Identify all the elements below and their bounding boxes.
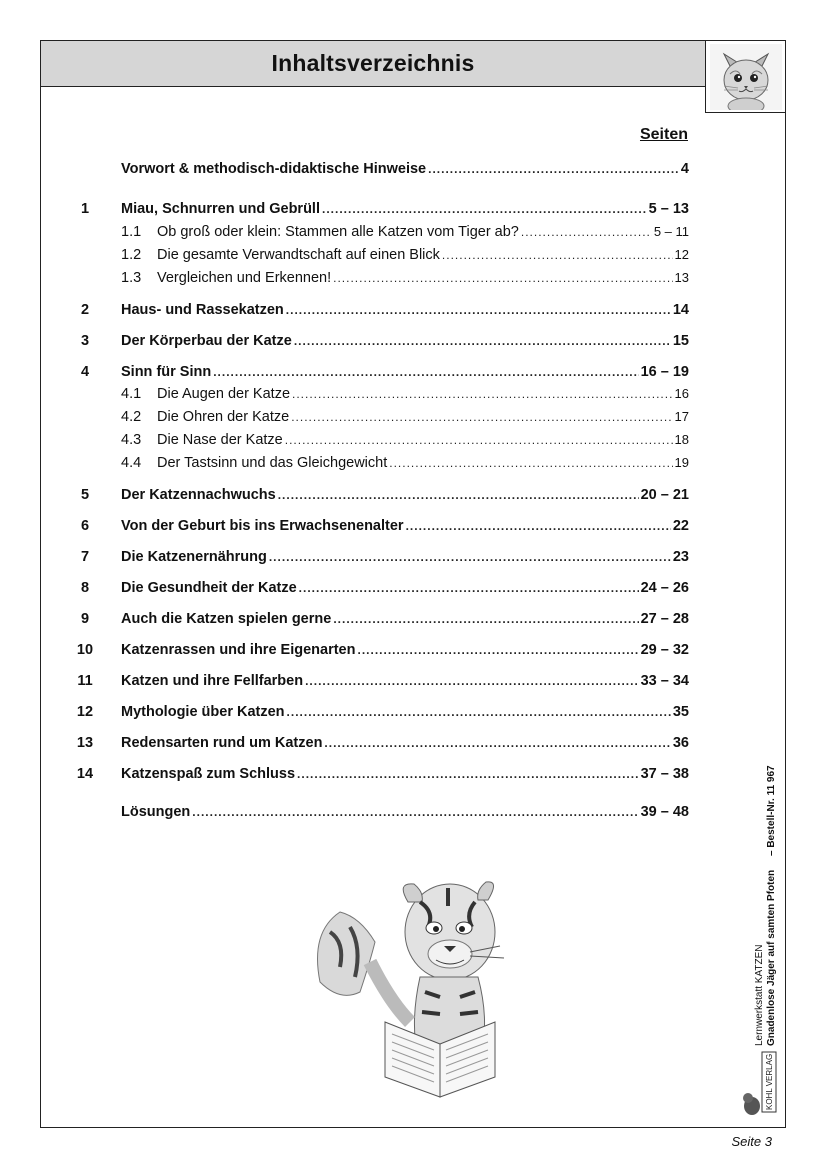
pages-column-heading: Seiten (639, 126, 688, 143)
toc-entry[interactable]: 9 Auch die Katzen spielen gerne ..... 27 – 28 (0, 609, 827, 629)
toc-subentry[interactable]: 4.4 Der Tastsinn und das Gleichgewicht ..... 19 (0, 453, 827, 473)
toc-entry[interactable]: 8 Die Gesundheit der Katze ..... 24 – 26 (0, 578, 827, 598)
toc-subentry[interactable]: 1.2 Die gesamte Verwandtschaft auf einen Blick ..... 12 (0, 245, 827, 265)
toc-entry[interactable]: Lösungen ..... 39 – 48 (0, 802, 827, 822)
toc-subentry[interactable]: 4.3 Die Nase der Katze ..... 18 (0, 430, 827, 450)
toc-subentry[interactable]: 1.3 Vergleichen und Erkennen! ..... 13 (0, 268, 827, 288)
toc-entry[interactable]: 2 Haus- und Rassekatzen ..... 14 (0, 300, 827, 320)
series-subtitle: Gnadenlose Jäger auf samten Pfoten (766, 869, 777, 1046)
publisher-logo (740, 1042, 780, 1120)
toc-entry[interactable]: 6 Von der Geburt bis ins Erwachsenenalter ..... 22 (0, 516, 827, 536)
page-title: Inhaltsverzeichnis (271, 50, 475, 76)
publisher-name: KOHL VERLAG (765, 1053, 774, 1110)
toc-subentry[interactable]: 4.1 Die Augen der Katze ..... 16 (0, 384, 827, 404)
series-title: Lernwerkstatt KATZEN (754, 944, 765, 1046)
toc-subentry[interactable]: 4.2 Die Ohren der Katze ..... 17 (0, 407, 827, 427)
kitten-icon (710, 44, 782, 110)
page-number: Seite 3 (731, 1134, 772, 1149)
title-bar (40, 40, 706, 87)
toc-entry[interactable]: 13 Redensarten rund um Katzen ..... 36 (0, 733, 827, 753)
toc-entry[interactable]: 3 Der Körperbau der Katze ..... 15 (0, 331, 827, 351)
toc-subentry[interactable]: 1.1 Ob groß oder klein: Stammen alle Katzen vom Tiger ab? ..... 5 – 11 (0, 222, 827, 242)
toc-entry[interactable]: 11 Katzen und ihre Fellfarben ..... 33 – 34 (0, 671, 827, 691)
order-number: – Bestell-Nr. 11 967 (766, 765, 777, 856)
tiger-reading-illustration (300, 872, 540, 1104)
toc-entry[interactable]: 4 Sinn für Sinn ..... 16 – 19 (0, 362, 827, 382)
side-imprint (752, 756, 788, 1086)
toc-entry[interactable]: 7 Die Katzenernährung ..... 23 (0, 547, 827, 567)
toc-entry[interactable]: 10 Katzenrassen und ihre Eigenarten ..... 29 – 32 (0, 640, 827, 660)
toc-entry[interactable]: 1 Miau, Schnurren und Gebrüll ..... 5 – 13 (0, 199, 827, 219)
toc-entry[interactable]: 14 Katzenspaß zum Schluss ..... 37 – 38 (0, 764, 827, 784)
toc-entry[interactable]: 12 Mythologie über Katzen ..... 35 (0, 702, 827, 722)
kitten-image (705, 40, 786, 113)
toc-entry[interactable]: 5 Der Katzennachwuchs ..... 20 – 21 (0, 485, 827, 505)
toc-entry[interactable]: Vorwort & methodisch-didaktische Hinweise ..... 4 (0, 159, 827, 179)
